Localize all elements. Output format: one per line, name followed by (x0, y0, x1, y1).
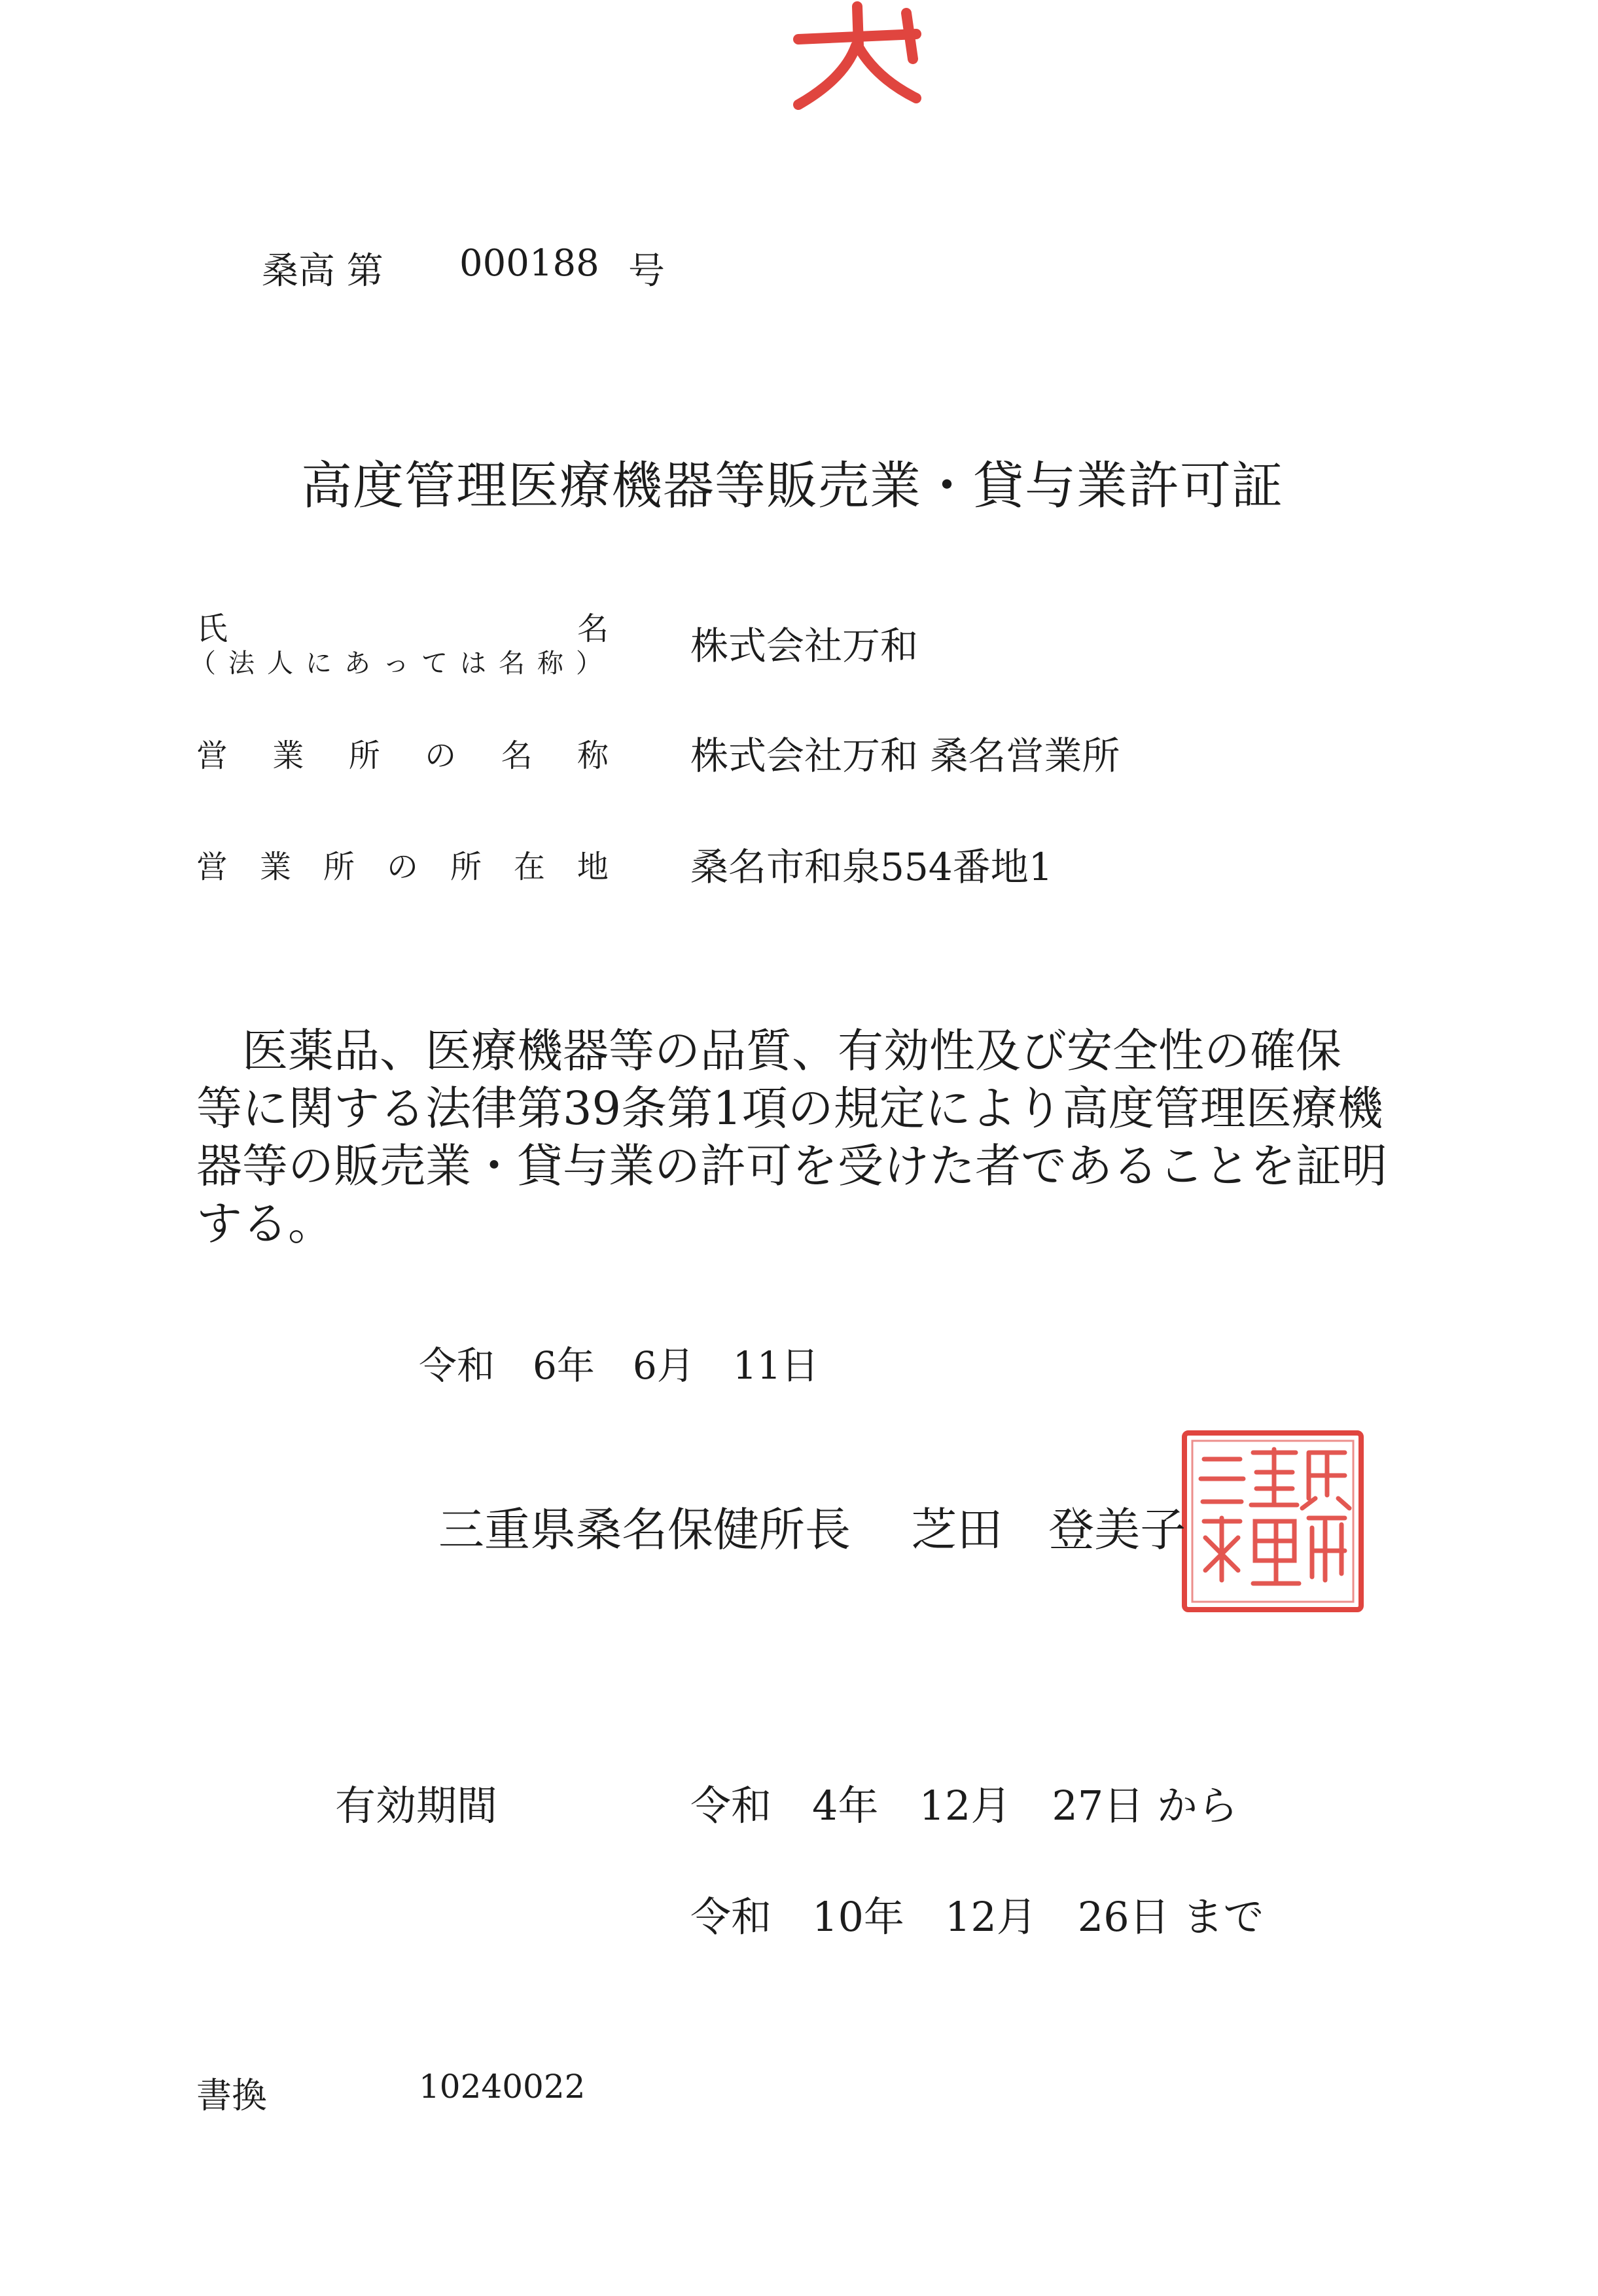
permit-number-suffix: 号 (628, 250, 665, 292)
name-value: 株式会社万和 (690, 624, 919, 668)
office-address-value: 桑名市和泉554番地1 (690, 845, 1053, 889)
document-title: 高度管理医療機器等販売業・貸与業許可証 (301, 457, 1284, 516)
official-seal (1178, 1426, 1368, 1616)
office-name-label: 営 業 所 の 名 称 (196, 737, 609, 774)
name-label: 氏 名 (196, 610, 609, 647)
office-name-value: 株式会社万和 桑名営業所 (690, 733, 1120, 778)
issuer-signature-line: 三重県桑名保健所長 芝田 登美子 (438, 1503, 1186, 1557)
top-partial-stamp-mark (772, 0, 942, 124)
validity-to: 令和 10年 12月 26日 まで (690, 1893, 1264, 1941)
validity-from: 令和 4年 12月 27日 から (690, 1782, 1238, 1829)
issue-date: 令和 6年 6月 11日 (419, 1343, 819, 1388)
permit-number-prefix: 桑高 第 (262, 250, 383, 292)
certification-line: 器等の販売業・貸与業の許可を受けた者であることを証明 (196, 1139, 1387, 1193)
validity-label: 有効期間 (335, 1782, 498, 1829)
certification-line: 等に関する法律第39条第1項の規定により高度管理医療機 (196, 1082, 1383, 1135)
permit-number-value: 000188 (459, 242, 599, 285)
certification-line: 医薬品、医療機器等の品質、有効性及び安全性の確保 (196, 1024, 1341, 1078)
certification-line: する。 (196, 1197, 334, 1250)
office-address-label: 営 業 所 の 所 在 地 (196, 849, 609, 885)
certification-text (196, 1022, 1427, 1252)
reissue-number: 10240022 (419, 2068, 586, 2106)
reissue-label: 書換 (196, 2075, 267, 2116)
name-label-note: （ 法 人 に あ っ て は 名 称 ） (190, 648, 602, 679)
